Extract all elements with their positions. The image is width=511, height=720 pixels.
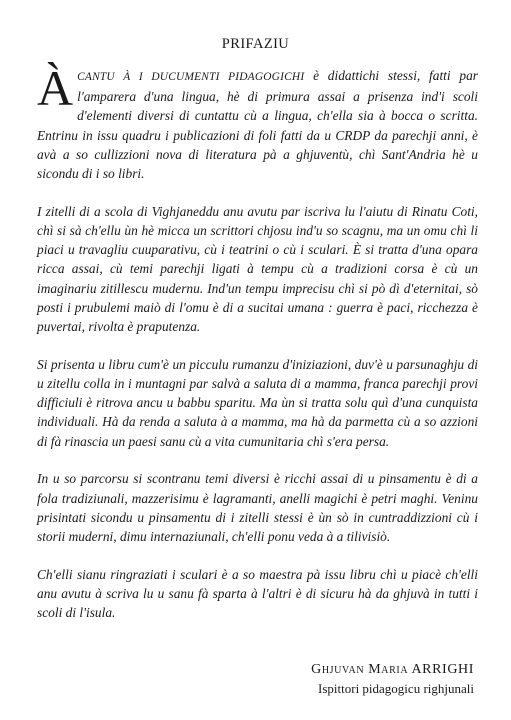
paragraph-5: Ch'elli sianu ringraziati i sculari è a so maestra pà issu libru chì u piacè ch'elli anu avutu à scriva lu u sanu fà sparta à l'altri è di sicuru hà da ghjuvà in tutti i scoli di l'isula.	[37, 566, 478, 621]
paragraph-3: Si prisenta u libru cum'è un picculu rumanzu d'iniziazioni, duv'è u parsunaghju di u zitellu colla in i muntagni par salvà a saluta di a mamma, franca parechji provi difficiuli è ritrova ancu u babbu sparitu. Ma ùn si tratta solu quì d'una cunquista individuali. Hà da renda a saluta à a mamma, ma hà da parmetta cù a so azzioni di fà rinascia un paesi sanu cù a vita cumunitaria chì s'era persa.	[37, 356, 478, 449]
author-name: Ghjuvan Maria ARRIGHI	[311, 662, 474, 677]
paragraph-2: I zitelli di a scola di Vighjaneddu anu avutu par iscriva lu l'aiutu di Rinatu Coti, chì si sà ch'ellu ùn hè micca un scrittori chjosu ind'u so scagnu, ma un omu chì li piaci u travagliu cuuparativu, cù i teatrini o cù i sculari. È si tratta d'una opara ricca assai, cù temi parechji ligati à tempu cù a tradizioni corsa è cù un imaginariu zitillescu mudernu. Ind'un tempu imprecisu chì si pò dì d'eternitai, sò posti i prubulemi maiò di l'omu è di a sucitai umana : guerra è paci, ricchezza è puvertai, rivolta è praputenza.	[37, 203, 478, 335]
paragraph-4: In u so parcorsu si scontranu temi diversi è ricchi assai di u pinsamentu è di a fola tradiziunali, mazzerisimu è lagramanti, anelli magichi è petri maghi. Veninu prisintati sicondu u pinsamentu di i zitelli stessi è ùn sò in cuntraddizzioni cù i storii muderni, dimu internaziunali, ch'elli ponu veda à a tilivisiò.	[37, 471, 478, 545]
signature-block	[311, 662, 474, 697]
drop-cap: À	[37, 60, 74, 116]
preface-body	[37, 60, 478, 641]
paragraph-1-text: è didattichi stessi, fatti par l'amparera d'una lingua, hè di primura assai a prisenza ind'i scoli d'elementi diversi di cuntattu cù a lingua, ch'ella sia à bocca o scritta. Entrinu in issu quadru i publicazioni di foli fatti da u CRDP da parechji anni, è avà a so cullizzioni nova di literatura pà a ghjuventù, chì Sant'Andria hè u sicondu di i so libri.	[37, 68, 478, 182]
lead-in-text: CANTU À I DUCUMENTI PIDAGOGICHI	[77, 71, 305, 83]
page-title: PRIFAZIU	[221, 36, 290, 52]
author-role: Ispittori pidagogicu righjunali	[318, 681, 474, 696]
paragraph-1	[37, 60, 478, 183]
